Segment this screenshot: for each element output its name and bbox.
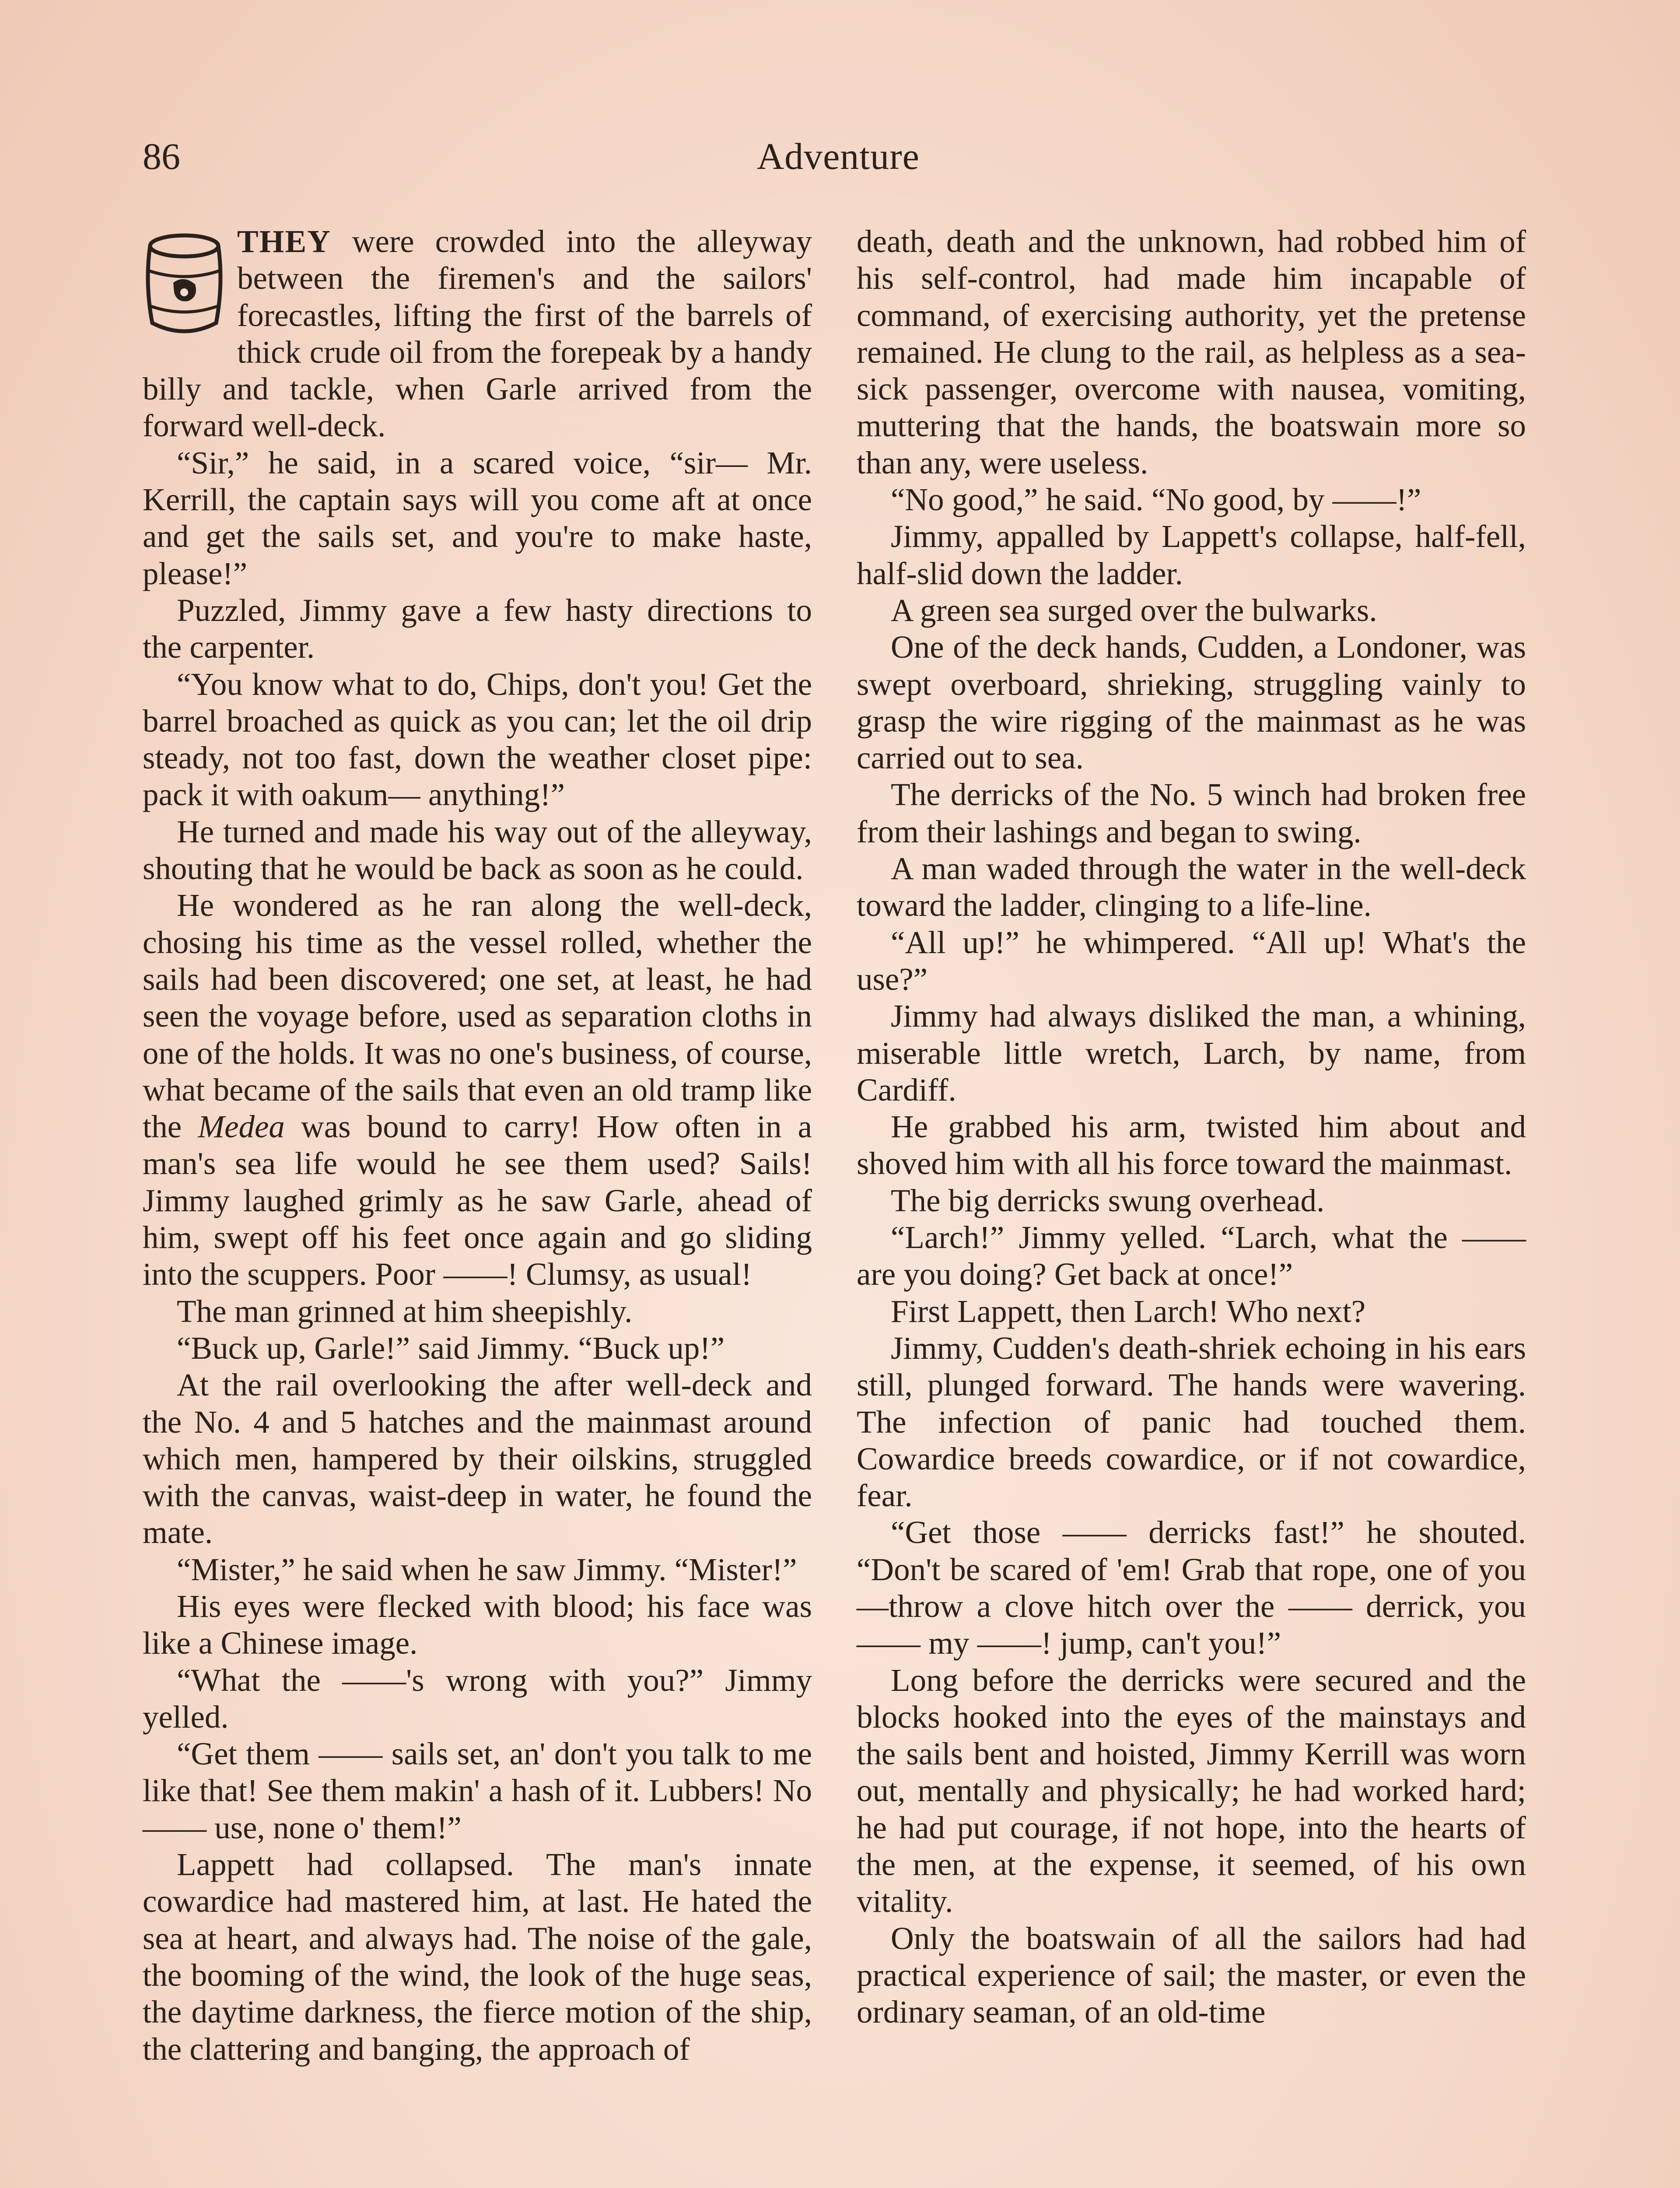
magazine-title: Adventure	[757, 135, 920, 177]
paragraph: Puzzled, Jimmy gave a few hasty directions to the carpenter.	[143, 592, 812, 665]
paragraph: death, death and the unknown, had robbed him of his self-control, had made him incapable of command, of exercising authority, yet the pretense remained. He clung to the rail, as helpless as a sea-sick passenger, overcome with nausea, vomiting, muttering that the hands, the boatswain more so than any, were useless.	[857, 224, 1526, 480]
paragraph: “What the ——'s wrong with you?” Jimmy yelled.	[143, 1662, 812, 1735]
paragraph: “Mister,” he said when he saw Jimmy. “Mister!”	[177, 1551, 797, 1587]
paragraph: One of the deck hands, Cudden, a Londoner, was swept overboard, shrieking, struggling vainly to grasp the wire rigging of the mainmast as he was carried out to sea.	[857, 629, 1526, 776]
paragraph: Jimmy, Cudden's death-shriek echoing in his ears still, plunged forward. The hands were wavering. The infection of panic had touched them. Cowardice breeds cowardice, or if not cowardice, fear.	[857, 1330, 1526, 1514]
paragraph: “Sir,” he said, in a scared voice, “sir— Mr. Kerrill, the captain says will you come aft at once and get the sails set, and you're to make haste, please!”	[143, 445, 812, 591]
paragraph: “You know what to do, Chips, don't you! Get the barrel broached as quick as you can; let the oil drip steady, not too fast, down the weather closet pipe: pack it with oakum— anything!”	[143, 666, 812, 813]
paragraph: “Buck up, Garle!” said Jimmy. “Buck up!”	[177, 1330, 725, 1366]
paragraph: Jimmy, appalled by Lappett's collapse, half-fell, half-slid down the ladder.	[857, 519, 1526, 591]
paragraph: A green sea surged over the bulwarks.	[891, 592, 1377, 628]
paragraph: Only the boatswain of all the sailors had had practical experience of sail; the master, or even the ordinary seaman, of an old-time	[857, 1920, 1526, 2030]
lead-word: THEY	[237, 224, 331, 259]
paragraph-text: was bound to carry! How often in a man's sea life would he see them used? Sails! Jimmy laughed grimly as he saw Garle, ahead of him, swept off his feet once again and go sliding into the scuppers. Poor ——! Clumsy, as usual!	[143, 1109, 812, 1292]
paragraph: “Get them —— sails set, an' don't you talk to me like that! See them makin' a hash of it. Lubbers! No —— use, none o' them!”	[143, 1736, 812, 1845]
paragraph: “Get those —— derricks fast!” he shouted. “Don't be scared of 'em! Grab that rope, one of you—throw a clove hitch over the —— derrick, you —— my ——! jump, can't you!”	[857, 1515, 1526, 1661]
paragraph: A man waded through the water in the well-deck toward the ladder, clinging to a life-line.	[857, 851, 1526, 923]
right-column	[857, 223, 1526, 2031]
paragraph	[143, 223, 812, 445]
ship-name: Medea	[198, 1109, 285, 1145]
paragraph: At the rail overlooking the after well-deck and the No. 4 and 5 hatches and the mainmast around which men, hampered by their oilskins, struggled with the canvas, waist-deep in water, he found the mate.	[143, 1367, 812, 1550]
barrel-icon	[143, 231, 226, 336]
paragraph: “Larch!” Jimmy yelled. “Larch, what the —— are you doing? Get back at once!”	[857, 1220, 1526, 1292]
page-header	[143, 127, 1534, 193]
paragraph: First Lappett, then Larch! Who next?	[891, 1293, 1366, 1329]
paragraph-text: He wondered as he ran along the well-deck, chosing his time as the vessel rolled, whether the sails had been discovered; one set, at least, he had seen the voyage before, used as separation cloths in one of the holds. It was no one's business, of course, what became of the sails that even an old tramp like the	[143, 887, 812, 1145]
left-column	[143, 223, 812, 2068]
paragraph: “No good,” he said. “No good, by ——!”	[891, 482, 1421, 518]
paragraph: Jimmy had always disliked the man, a whining, miserable little wretch, Larch, by name, from Cardiff.	[857, 998, 1526, 1108]
paragraph: He grabbed his arm, twisted him about and shoved him with all his force toward the mainmast.	[857, 1109, 1526, 1182]
page-number: 86	[143, 135, 180, 177]
paragraph: His eyes were flecked with blood; his face was like a Chinese image.	[143, 1588, 812, 1661]
paragraph: Long before the derricks were secured and the blocks hooked into the eyes of the mainstays and the sails bent and hoisted, Jimmy Kerrill was worn out, mentally and physically; he had worked hard; he had put courage, if not hope, into the hearts of the men, at the expense, it seemed, of his own vitality.	[857, 1662, 1526, 1919]
paragraph: He turned and made his way out of the alleyway, shouting that he would be back as soon as he could.	[143, 813, 812, 887]
paragraph	[143, 887, 812, 1293]
paragraph: The big derricks swung overhead.	[891, 1182, 1325, 1218]
paragraph: “All up!” he whimpered. “All up! What's the use?”	[857, 924, 1526, 997]
paragraph: The derricks of the No. 5 winch had broken free from their lashings and began to swing.	[857, 777, 1526, 849]
paragraph-text: were crowded into the alleyway between the firemen's and the sailors' forecastles, lifting the first of the barrels of thick crude oil from the forepeak by a handy billy and tackle, when Garle arrived from the forward well-deck.	[143, 224, 812, 444]
paragraph: Lappett had collapsed. The man's innate cowardice had mastered him, at last. He hated the sea at heart, and always had. The noise of the gale, the booming of the wind, the look of the huge seas, the daytime darkness, the fierce motion of the ship, the clattering and banging, the approach of	[143, 1847, 812, 2067]
paragraph: The man grinned at him sheepishly.	[177, 1293, 633, 1329]
